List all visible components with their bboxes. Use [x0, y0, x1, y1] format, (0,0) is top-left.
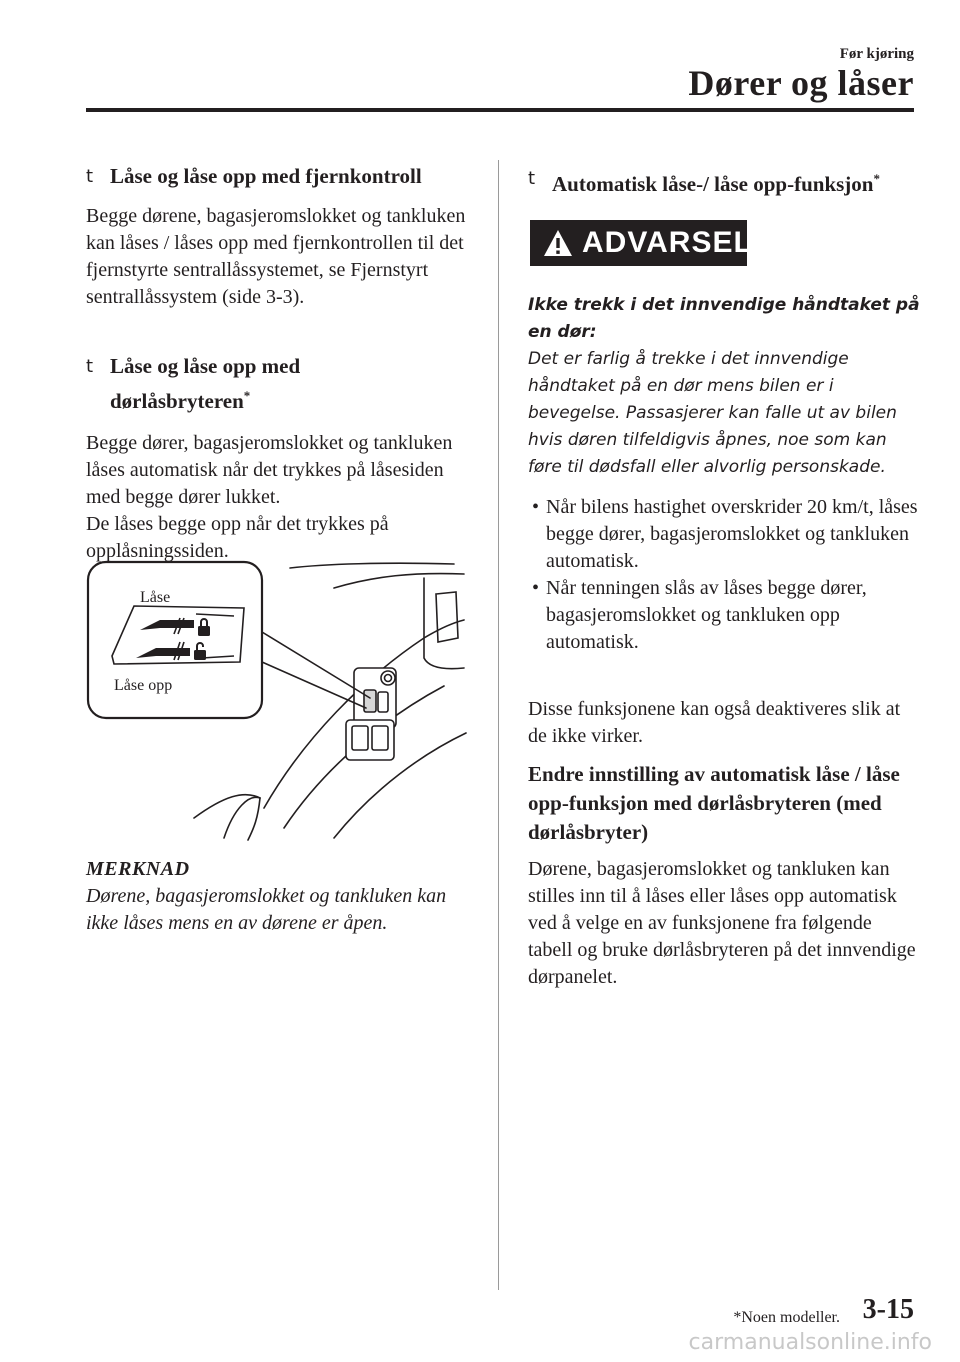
section-heading: [528, 164, 920, 199]
door-switch-illustration: [84, 558, 468, 842]
section-auto-lock: [528, 164, 920, 199]
note-body: Dørene, bagasjeromslokket og tankluken kan ikke låses mens en av dørene er åpen.: [86, 885, 447, 934]
heading-text-line1: Låse og låse opp med: [110, 354, 301, 378]
bullet-dot: •: [532, 577, 540, 599]
section-marker: t: [86, 166, 94, 187]
section-label: Før kjøring: [839, 46, 914, 62]
heading-text: Låse og låse opp med fjernkontroll: [110, 164, 422, 188]
section-door-switch: [86, 352, 482, 565]
page-title: Dører og låser: [688, 63, 914, 103]
warning-label: ADVARSEL: [582, 226, 753, 259]
list-item: [528, 494, 920, 575]
paragraph: Begge dører, bagasjeromslokket og tankluken låses automatisk når det trykkes på låsesiden med begge dører lukket.: [86, 432, 453, 508]
watermark: carmanualsonline.info: [688, 1330, 932, 1355]
paragraph: Begge dørene, bagasjeromslokket og tankluken kan låses / låses opp med fjernkontrollen til det fjernstyrte sentrallåssystemet, se Fjernstyrt sentrallåssystem (side 3-3).: [86, 205, 466, 308]
subheading: Endre innstilling av automatisk låse / låse opp-funksjon med dørlåsbryteren (med dørlåsbryter): [528, 762, 900, 844]
paragraph: Disse funksjonene kan også deaktiveres slik at de ikke virker.: [528, 698, 901, 747]
header-rule: [86, 108, 914, 112]
label-lock: Låse: [140, 589, 171, 606]
bullet-text: Når bilens hastighet overskrider 20 km/t, låses begge dører, bagasjeromslokket og tankluken automatisk.: [546, 496, 918, 572]
column-divider: [498, 160, 499, 1290]
warning-banner: [530, 220, 753, 266]
footnote: *Noen modeller.: [733, 1309, 840, 1326]
warning-triangle-icon: [542, 228, 574, 258]
section-marker: t: [86, 356, 94, 377]
footnote-asterisk: *: [243, 388, 251, 403]
bullet-text: Når tenningen slås av låses begge dører, bagasjeromslokket og tankluken opp automatisk.: [546, 577, 867, 653]
warning-body: Det er farlig å trekke i det innvendige håndtaket på en dør mens bilen er i bevegelse. Passasjerer kan falle ut av bilen hvis døren tilfeldigvis åpnes, noe som kan føre til dødsfall eller alvorlig personskade.: [528, 349, 897, 477]
bullet-dot: •: [532, 496, 540, 518]
section-body: [86, 430, 482, 565]
page-number: 3-15: [862, 1294, 914, 1325]
warning-text: [528, 292, 920, 481]
label-unlock: Låse opp: [114, 677, 173, 694]
section-remote-lock: [86, 162, 482, 311]
paragraph: Dørene, bagasjeromslokket og tankluken kan stilles inn til å låses eller låses opp automatisk ved å velge en av funksjonene fra følgende tabell og bruke dørlåsbryteren på det innvendige dørpanelet.: [528, 858, 916, 988]
section-body: [86, 203, 482, 311]
bullet-list: [528, 494, 920, 656]
note: [86, 856, 482, 937]
footnote-asterisk: *: [873, 171, 880, 186]
section-heading: [86, 162, 482, 191]
heading-text: Automatisk låse-/ låse opp-funksjon: [552, 172, 874, 196]
list-item: [528, 575, 920, 656]
section-heading: [86, 352, 482, 416]
note-title: MERKNAD: [86, 858, 190, 880]
section-marker: t: [528, 168, 536, 189]
heading-text-line2: dørlåsbryteren: [110, 389, 244, 413]
paragraph: De låses begge opp når det trykkes på opplåsningssiden.: [86, 513, 389, 562]
warning-title: Ikke trekk i det innvendige håndtaket på en dør:: [528, 295, 920, 342]
